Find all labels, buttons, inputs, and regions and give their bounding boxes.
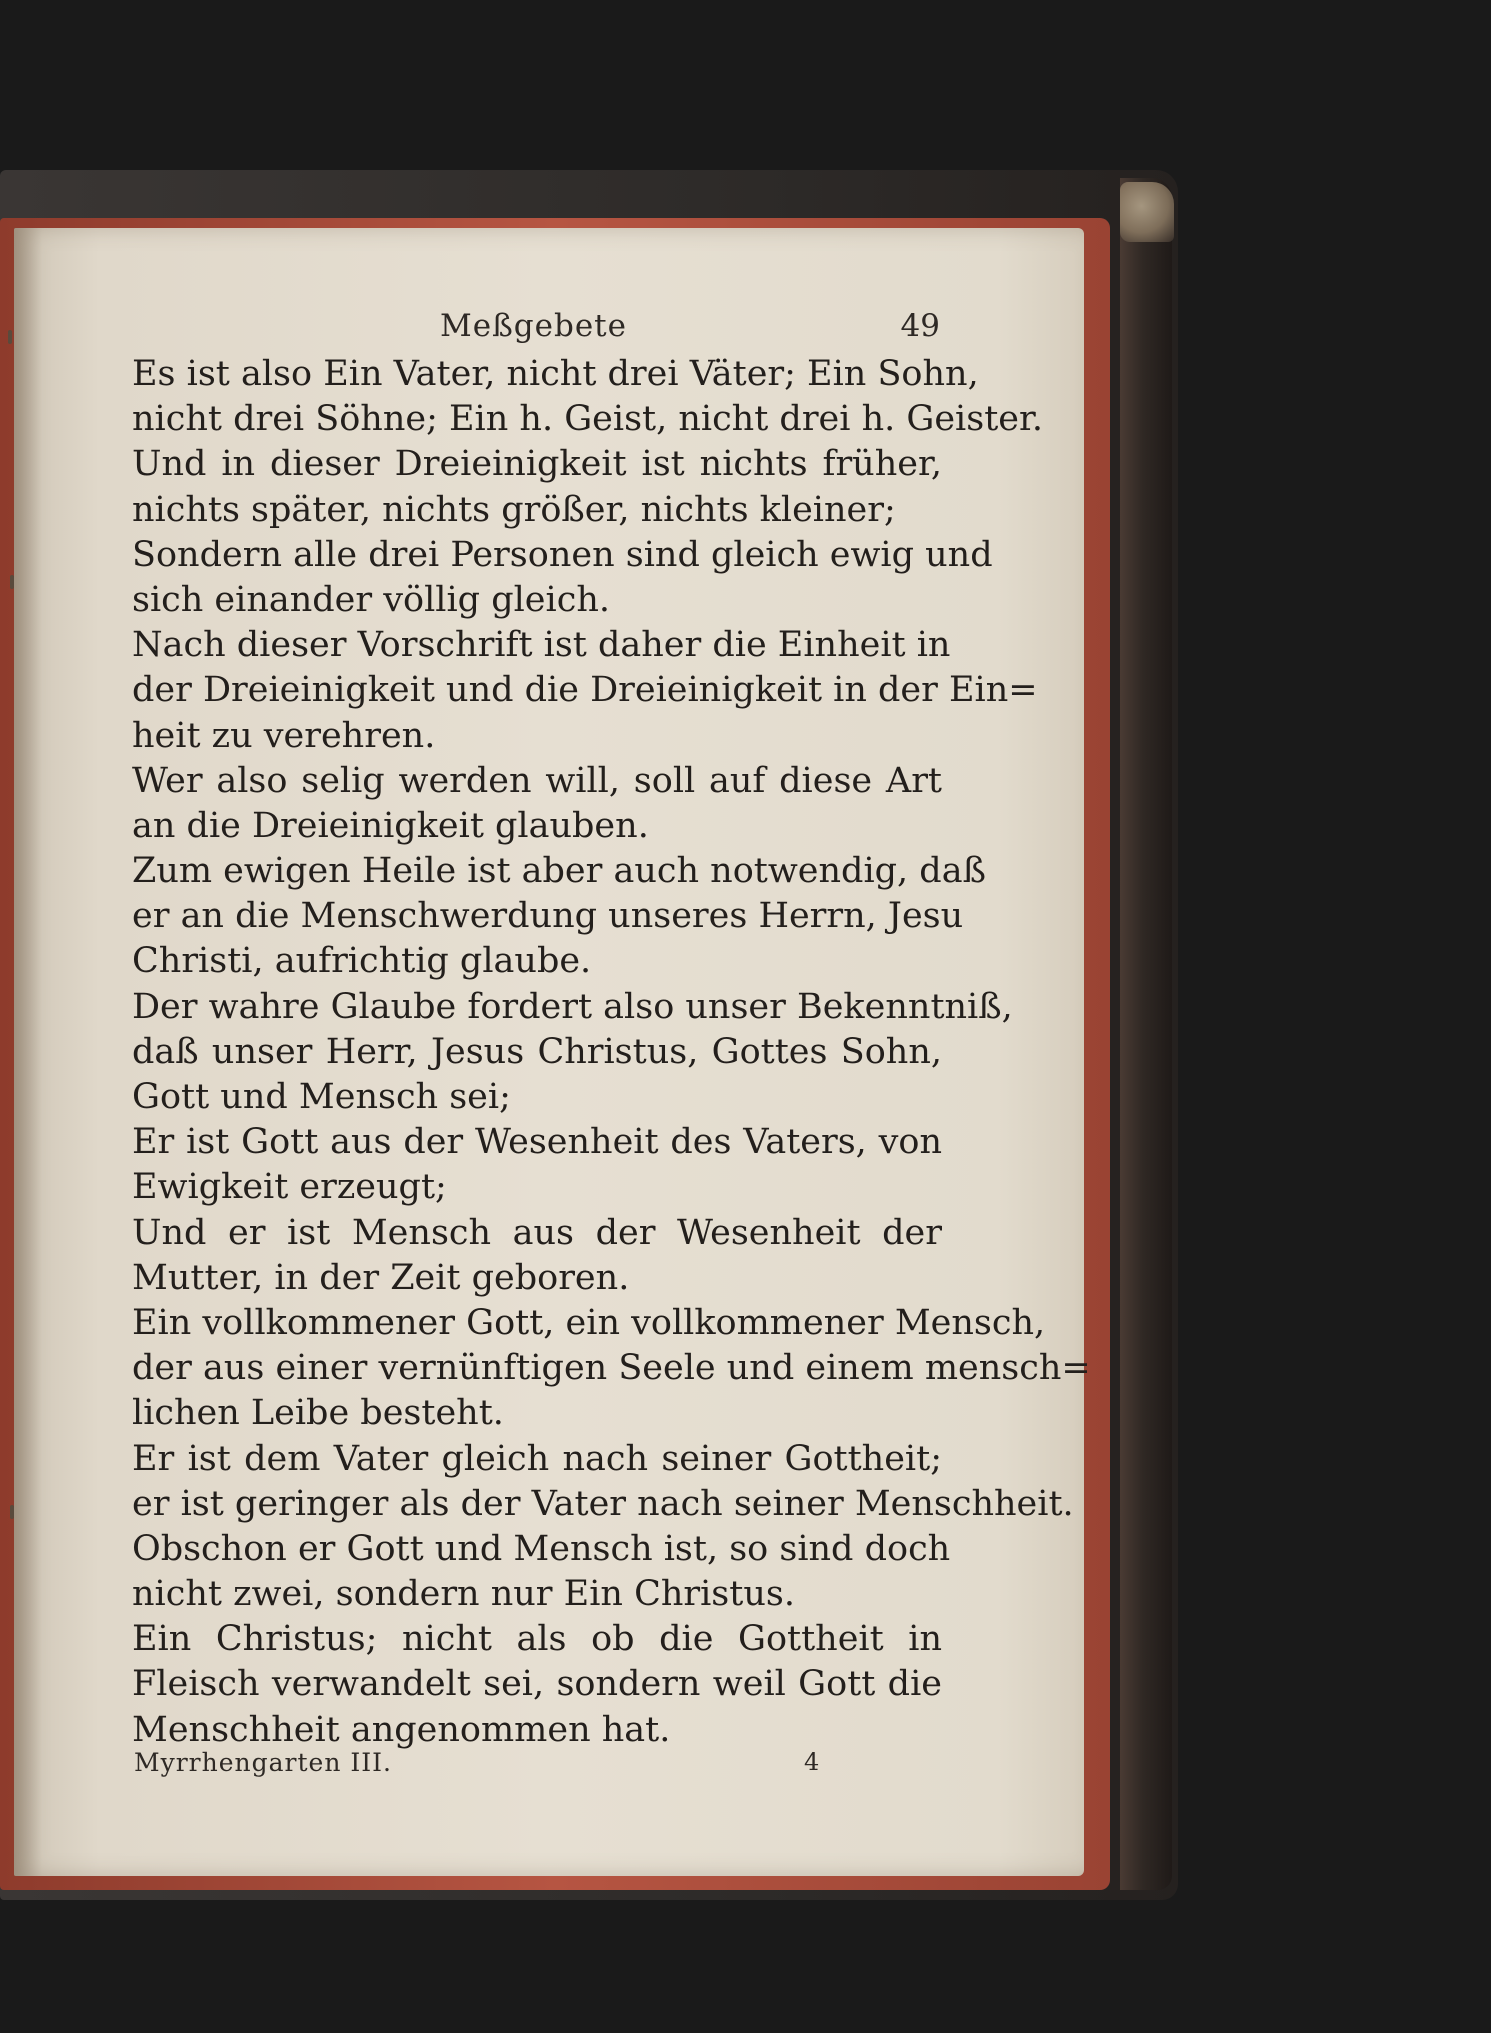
text-line: Ein Christus; nicht als ob die Gottheit in (132, 1619, 942, 1660)
text-line: der Dreieinigkeit und die Dreieinigkeit in der Ein= (132, 670, 1038, 711)
page-number: 49 (900, 308, 940, 344)
text-line: heit zu verehren. (132, 715, 436, 756)
text-line: Und in dieser Dreieinigkeit ist nichts früher, (132, 444, 942, 485)
text-line: lichen Leibe besteht. (132, 1393, 504, 1434)
text-line: nicht drei Söhne; Ein h. Geist, nicht drei h. Geister. (132, 399, 1043, 440)
text-line: Er ist Gott aus der Wesenheit des Vaters, von (132, 1122, 942, 1163)
text-line: Mutter, in der Zeit geboren. (132, 1257, 630, 1298)
gutter-mark (8, 330, 12, 344)
text-line: an die Dreieinigkeit glauben. (132, 805, 649, 846)
worn-cover-corner (1120, 182, 1174, 242)
text-line: daß unser Herr, Jesus Christus, Gottes Sohn, (132, 1031, 942, 1072)
text-line: nichts später, nichts größer, nichts kleiner; (132, 489, 896, 530)
text-line: Zum ewigen Heile ist aber auch notwendig, daß (132, 851, 986, 892)
text-line: Gott und Mensch sei; (132, 1077, 511, 1117)
text-line: er an die Menschwerdung unseres Herrn, Jesu (132, 896, 964, 937)
gutter-mark (10, 1505, 14, 1519)
text-line: sich einander völlig gleich. (132, 579, 610, 620)
text-line: Der wahre Glaube fordert also unser Bekenntniß, (132, 986, 1013, 1027)
page-footer (134, 1748, 834, 1788)
text-line: Wer also selig werden will, soll auf diese Art (132, 760, 942, 801)
text-line: nicht zwei, sondern nur Ein Christus. (132, 1574, 795, 1615)
text-line: Nach dieser Vorschrift ist daher die Einheit in (132, 625, 951, 666)
page-header (140, 300, 940, 352)
text-line: Fleisch verwandelt sei, sondern weil Gott die (132, 1664, 942, 1705)
book-cover-edge (1120, 178, 1172, 1890)
text-line: Und er ist Mensch aus der Wesenheit der (132, 1212, 942, 1253)
text-line: Obschon er Gott und Mensch ist, so sind doch (132, 1528, 951, 1569)
text-line: Christi, aufrichtig glaube. (132, 941, 592, 982)
book-title: Myrrhengarten III. (134, 1748, 392, 1777)
text-line: Menschheit angenommen hat. (132, 1709, 671, 1750)
text-line: der aus einer vernünftigen Seele und einem mensch= (132, 1348, 1091, 1389)
page-gutter-shadow (14, 228, 42, 1876)
text-line: Ewigkeit erzeugt; (132, 1167, 447, 1208)
text-line: Ein vollkommener Gott, ein vollkommener Mensch, (132, 1302, 1046, 1343)
gutter-mark (10, 575, 14, 589)
body-text (132, 352, 1091, 1753)
signature-mark: 4 (804, 1748, 820, 1776)
text-line: Sondern alle drei Personen sind gleich ewig und (132, 534, 993, 575)
running-title: Meßgebete (440, 308, 627, 344)
text-line: er ist geringer als der Vater nach seiner Menschheit. (132, 1483, 1074, 1524)
text-line: Er ist dem Vater gleich nach seiner Gottheit; (132, 1438, 942, 1479)
text-line: Es ist also Ein Vater, nicht drei Väter; Ein Sohn, (132, 354, 979, 394)
